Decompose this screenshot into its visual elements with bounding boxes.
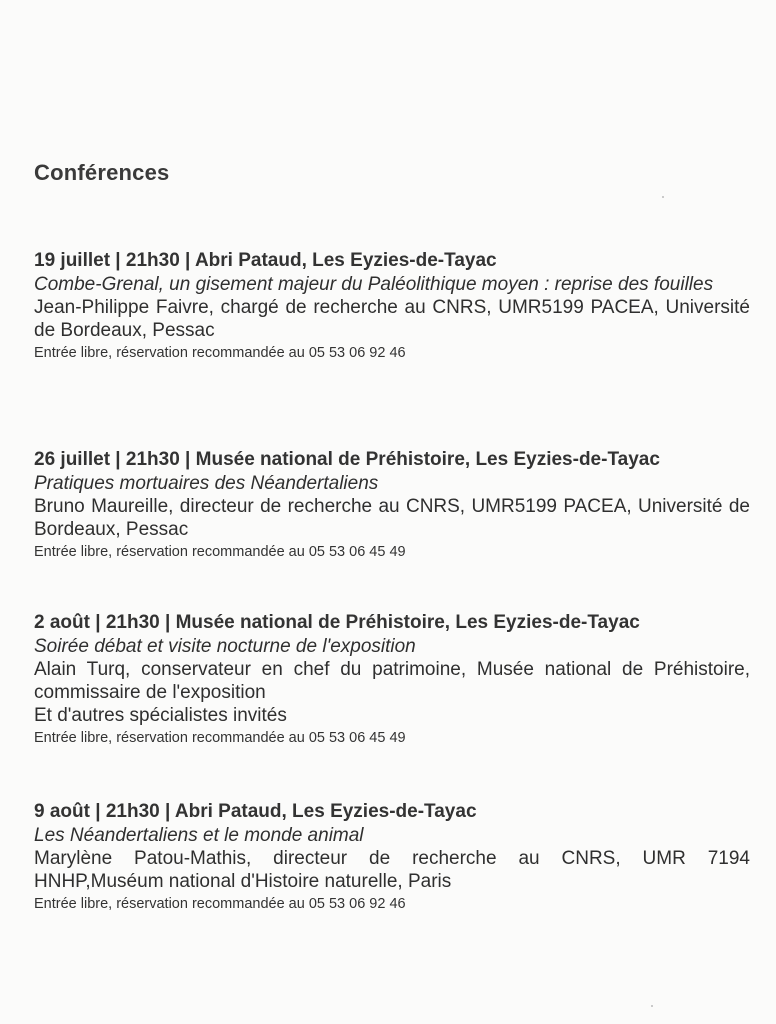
event-header: 2 août | 21h30 | Musée national de Préhistoire, Les Eyzies-de-Tayac xyxy=(34,612,640,633)
event-speaker: Bruno Maureille, directeur de recherche au CNRS, UMR5199 PACEA, Université de Bordeaux, Pessac xyxy=(34,496,750,540)
event-subtitle: Pratiques mortuaires des Néandertaliens xyxy=(34,473,379,494)
event-reservation: Entrée libre, réservation recommandée au 05 53 06 45 49 xyxy=(34,544,406,560)
event-subtitle: Soirée débat et visite nocturne de l'exposition xyxy=(34,636,416,657)
event-entry-1 xyxy=(34,249,750,364)
event-header: 9 août | 21h30 | Abri Pataud, Les Eyzies-de-Tayac xyxy=(34,801,477,822)
event-extra-speakers: Et d'autres spécialistes invités xyxy=(34,705,287,726)
event-speaker: Marylène Patou-Mathis, directeur de recherche au CNRS, UMR 7194 HNHP,Muséum national d'Histoire naturelle, Paris xyxy=(34,848,750,892)
event-entry-2 xyxy=(34,448,750,563)
page-title: Conférences xyxy=(34,160,170,185)
event-speaker: Alain Turq, conservateur en chef du patrimoine, Musée national de Préhistoire, commissaire de l'exposition xyxy=(34,659,750,703)
scan-speck xyxy=(662,196,664,198)
event-speaker: Jean-Philippe Faivre, chargé de recherche au CNRS, UMR5199 PACEA, Université de Bordeaux, Pessac xyxy=(34,297,750,341)
event-reservation: Entrée libre, réservation recommandée au 05 53 06 45 49 xyxy=(34,730,406,746)
event-subtitle: Les Néandertaliens et le monde animal xyxy=(34,825,364,846)
scan-speck xyxy=(651,1005,653,1007)
event-subtitle: Combe-Grenal, un gisement majeur du Paléolithique moyen : reprise des fouilles xyxy=(34,274,714,295)
event-entry-3 xyxy=(34,611,750,749)
event-entry-4 xyxy=(34,800,750,915)
event-header: 19 juillet | 21h30 | Abri Pataud, Les Eyzies-de-Tayac xyxy=(34,250,497,271)
event-header: 26 juillet | 21h30 | Musée national de Préhistoire, Les Eyzies-de-Tayac xyxy=(34,449,660,470)
event-reservation: Entrée libre, réservation recommandée au 05 53 06 92 46 xyxy=(34,896,406,912)
event-reservation: Entrée libre, réservation recommandée au 05 53 06 92 46 xyxy=(34,345,406,361)
